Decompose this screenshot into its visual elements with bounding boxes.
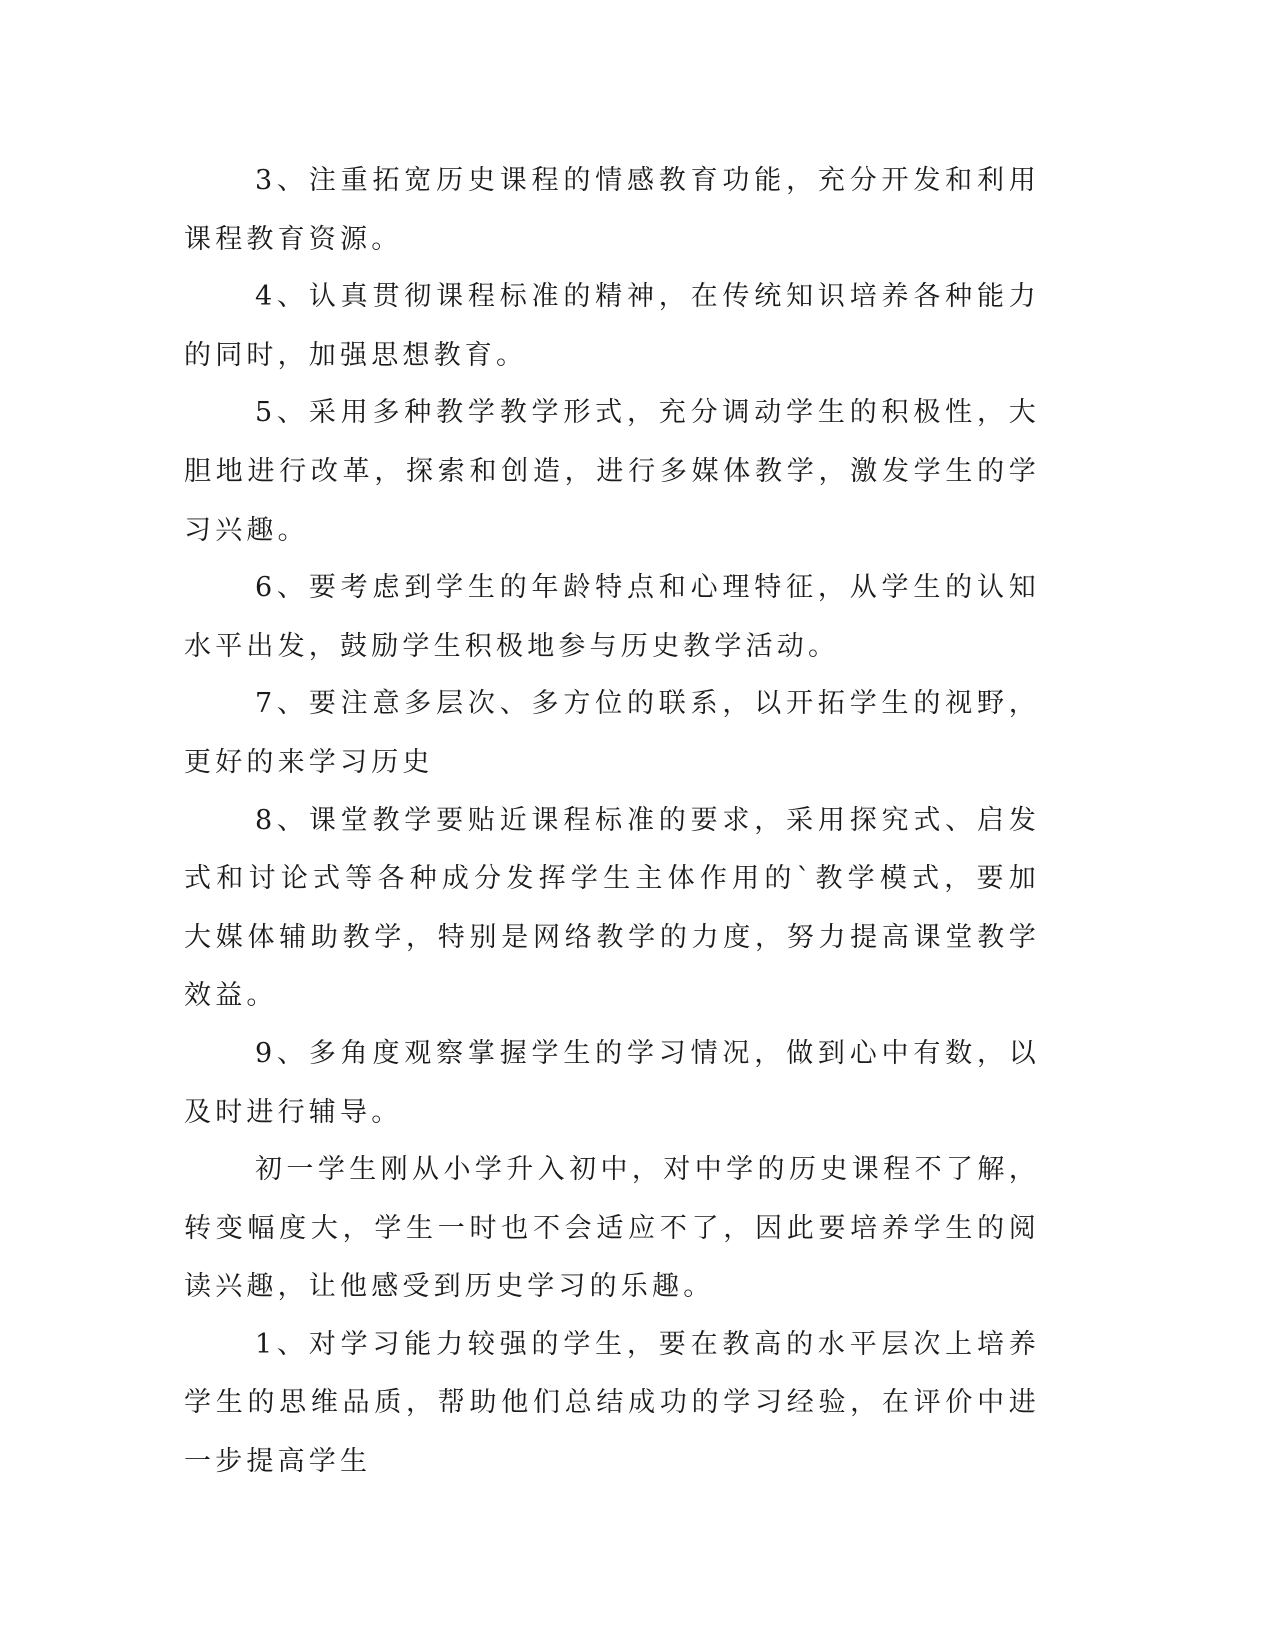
paragraph-item-6: 6、要考虑到学生的年龄特点和心理特征，从学生的认知水平出发，鼓励学生积极地参与历史教学活动。 (184, 572, 1040, 662)
paragraph-item-8: 8、课堂教学要贴近课程标准的要求，采用探究式、启发式和讨论式等各种成分发挥学生主体作用的`教学模式，要加大媒体辅助教学，特别是网络教学的力度，努力提高课堂教学效益。 (184, 804, 1040, 1012)
paragraph-item-5: 5、采用多种教学教学形式，充分调动学生的积极性，大胆地进行改革，探索和创造，进行多媒体教学，激发学生的学习兴趣。 (184, 397, 1040, 546)
paragraph-item-1: 1、对学习能力较强的学生，要在教高的水平层次上培养学生的思维品质，帮助他们总结成功的学习经验，在评价中进一步提高学生 (184, 1328, 1040, 1478)
paragraph-item-3: 3、注重拓宽历史课程的情感教育功能，充分开发和利用课程教育资源。 (184, 165, 1040, 255)
document-body (184, 152, 1040, 1491)
paragraph-item-9: 9、多角度观察掌握学生的学习情况，做到心中有数，以及时进行辅导。 (184, 1037, 1040, 1128)
paragraph-grade-one-intro: 初一学生刚从小学升入初中，对中学的历史课程不了解，转变幅度大，学生一时也不会适应不了，因此要培养学生的阅读兴趣，让他感受到历史学习的乐趣。 (184, 1154, 1040, 1303)
paragraph-item-7: 7、要注意多层次、多方位的联系，以开拓学生的视野，更好的来学习历史 (184, 688, 1040, 778)
paragraph-item-4: 4、认真贯彻课程标准的精神，在传统知识培养各种能力的同时，加强思想教育。 (184, 281, 1040, 371)
